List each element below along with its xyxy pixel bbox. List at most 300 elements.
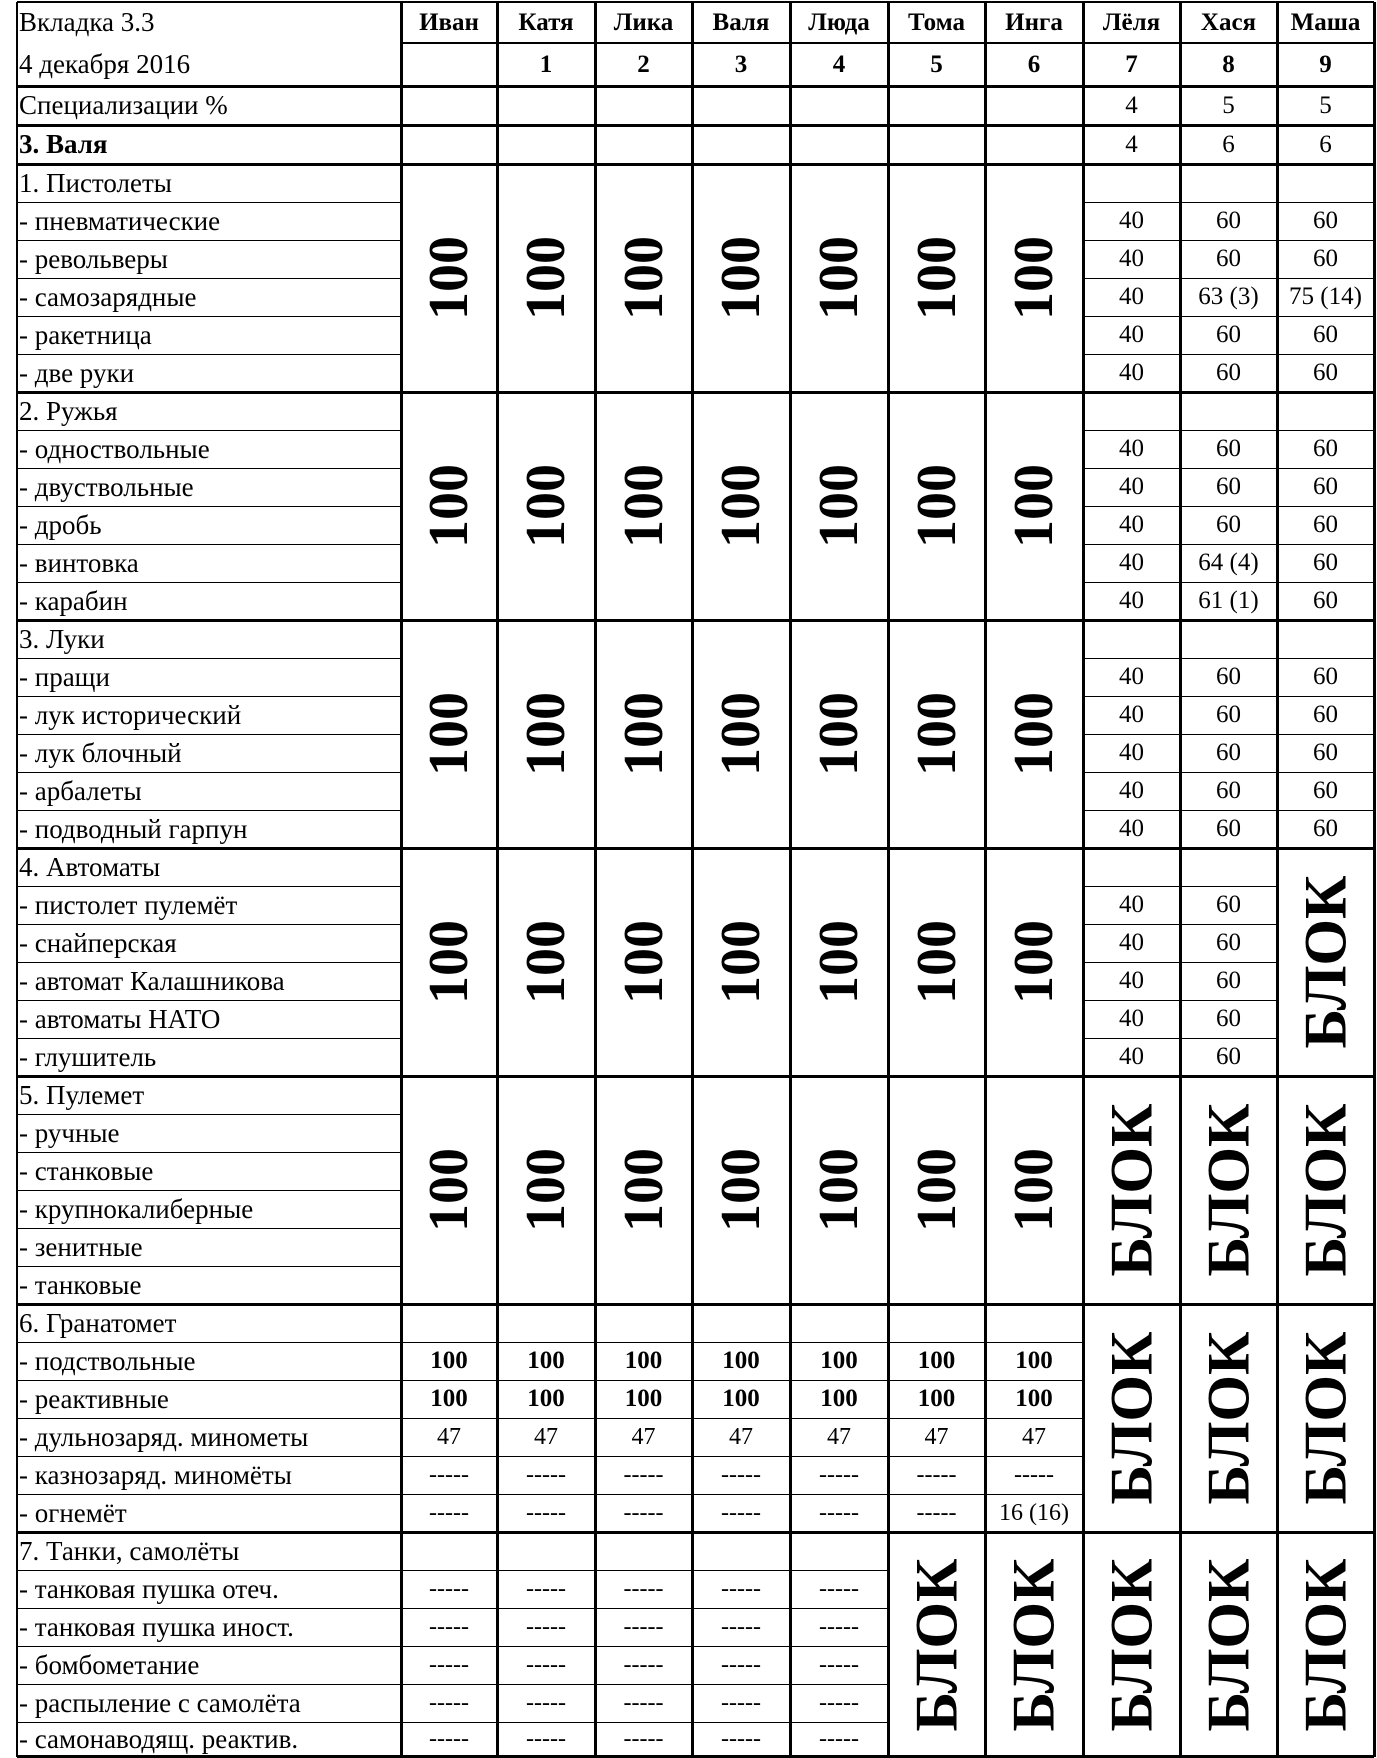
grid-line (17, 1075, 1374, 1078)
section-title: 6. Гранатомет (19, 1307, 177, 1338)
column-name: Лика (613, 8, 674, 36)
grid-line (1083, 734, 1374, 735)
block-label (1083, 1076, 1180, 1304)
cell-value: ----- (721, 1726, 761, 1752)
section-item: - зенитные (19, 1231, 143, 1262)
cell-value: ----- (526, 1689, 566, 1716)
big-value-text: 100 (418, 920, 480, 1004)
section-item: - самонаводящ. реактив. (19, 1724, 299, 1754)
big-value (401, 620, 497, 848)
grid-line (17, 847, 1374, 850)
big-value (985, 1076, 1083, 1304)
block-label-text: БЛОК (1195, 1103, 1262, 1277)
big-value-text: 100 (612, 1148, 675, 1232)
section-title: 3. Луки (19, 623, 105, 654)
section-item: - две руки (19, 357, 135, 388)
valya-value: 6 (1222, 130, 1235, 158)
section-title: 7. Танки, самолёты (19, 1535, 240, 1566)
column-name: Инга (1005, 8, 1063, 36)
cell-value: ----- (526, 1613, 566, 1640)
cell-value: ----- (819, 1575, 859, 1602)
grid-line (1083, 810, 1374, 811)
section-item: - подводный гарпун (19, 813, 248, 844)
cell-value: ----- (721, 1613, 761, 1640)
column-number: 6 (1027, 50, 1041, 78)
extra-value: 60 (1313, 511, 1338, 538)
big-value (790, 620, 888, 848)
big-value-text: 100 (515, 920, 577, 1004)
extra-value: 40 (1119, 967, 1144, 994)
cell-value: 100 (430, 1385, 468, 1412)
big-value (692, 1076, 790, 1304)
grid-line (17, 1228, 401, 1229)
grid-line (17, 202, 401, 203)
extra-value: 60 (1313, 473, 1338, 500)
big-value-text: 100 (905, 692, 968, 776)
big-value (888, 1076, 985, 1304)
big-value (497, 848, 595, 1076)
grid-line (17, 544, 401, 545)
grid-line (17, 1418, 401, 1419)
valya-value: 4 (1125, 130, 1138, 158)
cell-value: ----- (526, 1499, 566, 1526)
cell-value: 100 (722, 1347, 760, 1374)
cell-value: 100 (527, 1347, 565, 1374)
extra-value: 60 (1313, 359, 1338, 386)
column-name: Валя (712, 8, 770, 36)
cell-value: ----- (819, 1726, 859, 1752)
big-value (595, 848, 692, 1076)
grid-line (17, 1456, 401, 1457)
extra-value: 60 (1313, 245, 1338, 272)
section-item: - глушитель (19, 1041, 157, 1072)
big-value (692, 164, 790, 392)
cell-value: ----- (721, 1651, 761, 1678)
block-label-text: БЛОК (1195, 1331, 1262, 1505)
big-value-text: 100 (612, 920, 675, 1004)
grid-line (401, 1722, 888, 1723)
spec-value: 5 (1319, 91, 1332, 119)
extra-value: 40 (1119, 891, 1144, 918)
grid-line (17, 1000, 401, 1001)
extra-value: 60 (1313, 207, 1338, 234)
column-number: 2 (637, 50, 650, 78)
grid-line (401, 1380, 1083, 1381)
valya-label: 3. Валя (19, 129, 108, 159)
grid-line (17, 734, 401, 735)
column-number: 8 (1222, 50, 1235, 78)
section-item: - дробь (19, 509, 102, 540)
big-value-text: 100 (905, 464, 968, 548)
grid-line (17, 1, 1374, 3)
cell-value: ----- (526, 1461, 566, 1488)
big-value (595, 1076, 692, 1304)
grid-line (17, 924, 401, 925)
grid-line (17, 354, 401, 355)
column-number: 4 (832, 50, 846, 78)
cell-value: ----- (721, 1461, 761, 1488)
grid-line (887, 2, 890, 1757)
big-value-text: 100 (808, 920, 870, 1004)
cell-value: ----- (819, 1461, 859, 1488)
cell-value: 100 (917, 1347, 956, 1374)
column-name: Маша (1290, 8, 1361, 36)
big-value (692, 620, 790, 848)
extra-value: 60 (1216, 1043, 1241, 1070)
cell-value: ----- (916, 1461, 957, 1488)
grid-line (1083, 240, 1374, 241)
big-value-text: 100 (710, 692, 772, 776)
section-item: - танковая пушка отеч. (19, 1573, 279, 1604)
cell-value: ----- (526, 1575, 566, 1602)
cell-value: 100 (527, 1385, 565, 1412)
grid-line (1083, 658, 1374, 659)
block-label-text: БЛОК (1098, 1103, 1165, 1277)
extra-value: 60 (1216, 815, 1241, 842)
extra-value: 60 (1313, 739, 1338, 766)
grid-line (17, 1266, 401, 1267)
section-item: - карабин (19, 585, 128, 616)
big-value (595, 620, 692, 848)
section-item: - бомбометание (19, 1649, 200, 1680)
big-value-text: 100 (808, 236, 870, 320)
big-value (497, 392, 595, 620)
section-item: - подствольные (19, 1345, 196, 1376)
cell-value: 100 (722, 1385, 760, 1412)
big-value (497, 620, 595, 848)
big-value-text: 100 (710, 464, 772, 548)
grid-line (401, 1456, 1083, 1457)
cell-value: ----- (916, 1499, 957, 1526)
grid-line (400, 2, 403, 1757)
grid-line (17, 430, 401, 431)
block-label (1083, 1304, 1180, 1532)
section-item: - автоматы НАТО (19, 1003, 221, 1034)
big-value (985, 620, 1083, 848)
cell-value: ----- (1014, 1461, 1054, 1488)
extra-value: 40 (1119, 321, 1144, 348)
extra-value: 60 (1216, 663, 1241, 690)
tab-title: Вкладка 3.3 (19, 7, 155, 37)
cell-value: ----- (819, 1651, 859, 1678)
section-title: 2. Ружья (19, 395, 118, 426)
section-item: - распыление с самолёта (19, 1687, 301, 1718)
grid-line (401, 1418, 1083, 1419)
block-label (1083, 1532, 1180, 1757)
grid-line (17, 696, 401, 697)
grid-line (1083, 468, 1374, 469)
cell-value: 100 (1015, 1347, 1053, 1374)
extra-value: 60 (1313, 435, 1338, 462)
grid-line (401, 1342, 1083, 1343)
extra-value: 60 (1313, 321, 1338, 348)
grid-line (789, 2, 792, 1757)
section-item: - дульнозаряд. минометы (19, 1421, 309, 1452)
cell-value: ----- (721, 1575, 761, 1602)
cell-value: 100 (624, 1347, 663, 1374)
grid-line (17, 1380, 401, 1381)
big-value-text: 100 (905, 920, 968, 1004)
section-item: - пневматические (19, 205, 221, 236)
extra-value: 64 (4) (1198, 549, 1259, 576)
section-item: - самозарядные (19, 281, 197, 312)
grid-line (17, 1684, 401, 1685)
grid-line (17, 658, 401, 659)
extra-value: 60 (1216, 739, 1241, 766)
grid-line (17, 1114, 401, 1115)
section-item: - лук исторический (19, 699, 242, 730)
grid-line (17, 240, 401, 241)
big-value-text: 100 (612, 692, 675, 776)
grid-line (1083, 202, 1374, 203)
column-name: Лёля (1102, 8, 1161, 36)
extra-value: 40 (1119, 511, 1144, 538)
cell-value: 47 (631, 1423, 656, 1450)
cell-value: 100 (820, 1385, 858, 1412)
big-value-text: 100 (808, 464, 870, 548)
block-label-text: БЛОК (903, 1557, 970, 1732)
extra-value: 60 (1216, 967, 1241, 994)
extra-value: 40 (1119, 815, 1144, 842)
big-value-text: 100 (418, 236, 480, 320)
grid-line (17, 85, 1374, 88)
block-label-text: БЛОК (1001, 1557, 1067, 1732)
big-value (595, 164, 692, 392)
big-value-text: 100 (418, 1148, 480, 1232)
block-label-text: БЛОК (1292, 1331, 1359, 1505)
section-item: - двуствольные (19, 471, 194, 502)
grid-line (1083, 354, 1374, 355)
section-item: - станковые (19, 1155, 154, 1186)
big-value (888, 848, 985, 1076)
extra-value: 60 (1313, 777, 1338, 804)
extra-value: 60 (1216, 929, 1241, 956)
extra-value: 60 (1313, 663, 1338, 690)
cell-value: 47 (924, 1423, 949, 1450)
section-item: - одноствольные (19, 433, 210, 464)
section-title: 4. Автоматы (19, 851, 161, 882)
block-label-text: БЛОК (1098, 1557, 1165, 1732)
valya-value: 6 (1319, 130, 1332, 158)
grid-line (17, 1722, 401, 1723)
cell-value: ----- (819, 1499, 859, 1526)
cell-value: 47 (534, 1423, 558, 1450)
grid-line (17, 316, 401, 317)
extra-value: 60 (1216, 891, 1241, 918)
big-value (692, 392, 790, 620)
big-value-text: 100 (515, 464, 577, 548)
grid-line (17, 810, 401, 811)
extra-value: 60 (1216, 359, 1241, 386)
grid-line (17, 468, 401, 469)
grid-line (1083, 430, 1374, 431)
section-item: - крупнокалиберные (19, 1193, 254, 1224)
grid-line (401, 1684, 888, 1685)
grid-line (984, 2, 987, 1757)
section-item: - пистолет пулемёт (19, 889, 238, 920)
grid-line (1373, 2, 1376, 1757)
grid-line (17, 1342, 401, 1343)
grid-line (17, 1190, 401, 1191)
extra-value: 60 (1216, 207, 1241, 234)
block-label (1180, 1304, 1277, 1532)
big-value-text: 100 (710, 1148, 772, 1232)
block-label (888, 1532, 985, 1757)
column-name: Катя (518, 8, 574, 36)
column-number: 5 (930, 50, 943, 78)
big-value (888, 620, 985, 848)
big-value (692, 848, 790, 1076)
section-item: - лук блочный (19, 737, 182, 768)
section-item: - пращи (19, 661, 110, 692)
grid-line (17, 1303, 1374, 1306)
extra-value: 40 (1119, 473, 1144, 500)
big-value-text: 100 (1003, 464, 1065, 548)
block-label-text: БЛОК (1292, 875, 1359, 1049)
block-label (1277, 1532, 1374, 1757)
grid-line (17, 772, 401, 773)
grid-line (1083, 772, 1374, 773)
cell-value: ----- (623, 1651, 664, 1678)
cell-value: ----- (429, 1726, 469, 1752)
cell-value: ----- (429, 1499, 469, 1526)
block-label (985, 1532, 1083, 1757)
extra-value: 60 (1216, 701, 1241, 728)
extra-value: 40 (1119, 663, 1144, 690)
cell-value: ----- (526, 1651, 566, 1678)
section-title: 1. Пистолеты (19, 167, 172, 198)
extra-value: 60 (1313, 815, 1338, 842)
cell-value: 100 (917, 1385, 956, 1412)
big-value-text: 100 (710, 236, 772, 320)
grid-line (17, 886, 401, 887)
extra-value: 40 (1119, 1005, 1144, 1032)
grid-line (401, 1570, 888, 1571)
big-value-text: 100 (905, 236, 968, 320)
big-value-text: 100 (418, 692, 480, 776)
grid-line (17, 124, 1374, 127)
cell-value: ----- (623, 1689, 664, 1716)
grid-line (1083, 544, 1374, 545)
block-label-text: БЛОК (1292, 1103, 1359, 1277)
big-value (497, 1076, 595, 1304)
section-item: - снайперская (19, 927, 177, 958)
extra-value: 40 (1119, 207, 1144, 234)
grid-line (17, 962, 401, 963)
big-value (790, 164, 888, 392)
big-value-text: 100 (1003, 1148, 1065, 1232)
column-number: 1 (539, 50, 553, 78)
grid-line (17, 1152, 401, 1153)
cell-value: 47 (437, 1423, 461, 1450)
section-item: - ручные (19, 1117, 120, 1148)
block-label (1277, 1076, 1374, 1304)
cell-value: ----- (429, 1575, 469, 1602)
big-value-text: 100 (418, 464, 480, 548)
big-value-text: 100 (515, 692, 577, 776)
extra-value: 60 (1216, 1005, 1241, 1032)
block-label-text: БЛОК (1195, 1557, 1262, 1732)
grid-line (17, 619, 1374, 622)
extra-value: 40 (1119, 245, 1144, 272)
extra-value: 60 (1313, 549, 1338, 576)
cell-value: ----- (819, 1689, 859, 1716)
section-item: - револьверы (19, 243, 168, 274)
column-number (401, 43, 497, 86)
grid-line (496, 2, 499, 1757)
block-label (1180, 1076, 1277, 1304)
spec-value: 4 (1125, 91, 1138, 119)
big-value-text: 100 (1003, 236, 1065, 320)
big-value (888, 392, 985, 620)
big-value (790, 848, 888, 1076)
cell-value: ----- (429, 1689, 469, 1716)
section-item: - ракетница (19, 319, 152, 350)
extra-value: 40 (1119, 435, 1144, 462)
column-name: Люда (808, 8, 870, 36)
grid-line (691, 2, 694, 1757)
section-item: - огнемёт (19, 1497, 127, 1528)
big-value-text: 100 (515, 1148, 577, 1232)
cell-value: ----- (721, 1499, 761, 1526)
section-item: - реактивные (19, 1383, 169, 1414)
block-label-text: БЛОК (1098, 1331, 1165, 1505)
section-item: - танковые (19, 1269, 142, 1300)
extra-value: 60 (1216, 321, 1241, 348)
cell-value: 100 (430, 1347, 468, 1374)
big-value (790, 392, 888, 620)
cell-value: ----- (721, 1689, 761, 1716)
cell-value: 47 (729, 1423, 753, 1450)
grid-line (16, 2, 18, 1757)
extra-value: 40 (1119, 1043, 1144, 1070)
section-item: - автомат Калашникова (19, 965, 285, 996)
section-title: 5. Пулемет (19, 1079, 145, 1110)
big-value-text: 100 (612, 236, 675, 320)
extra-value: 40 (1119, 587, 1144, 614)
big-value-text: 100 (1003, 692, 1065, 776)
extra-value: 40 (1119, 359, 1144, 386)
grid-line (401, 1494, 1083, 1495)
big-value (790, 1076, 888, 1304)
grid-line (1083, 696, 1374, 697)
grid-line (17, 1646, 401, 1647)
grid-line (1083, 506, 1374, 507)
extra-value: 60 (1313, 701, 1338, 728)
grid-line (17, 506, 401, 507)
big-value-text: 100 (808, 692, 870, 776)
extra-value: 75 (14) (1289, 283, 1362, 310)
column-number: 3 (734, 50, 748, 78)
cell-value: ----- (429, 1613, 469, 1640)
extra-value: 40 (1119, 549, 1144, 576)
grid-line (1083, 582, 1374, 583)
grid-line (1179, 2, 1182, 1757)
column-name: Хася (1200, 8, 1257, 36)
grid-line (17, 391, 1374, 394)
cell-value: 100 (624, 1385, 663, 1412)
big-value-text: 100 (808, 1148, 870, 1232)
grid-line (17, 163, 1374, 166)
big-value (401, 392, 497, 620)
extra-value: 60 (1216, 473, 1241, 500)
extra-value: 60 (1216, 777, 1241, 804)
cell-value: ----- (429, 1461, 469, 1488)
section-item: - арбалеты (19, 775, 142, 806)
big-value (595, 392, 692, 620)
extra-value: 63 (3) (1198, 283, 1259, 310)
cell-value: 16 (16) (999, 1499, 1069, 1526)
